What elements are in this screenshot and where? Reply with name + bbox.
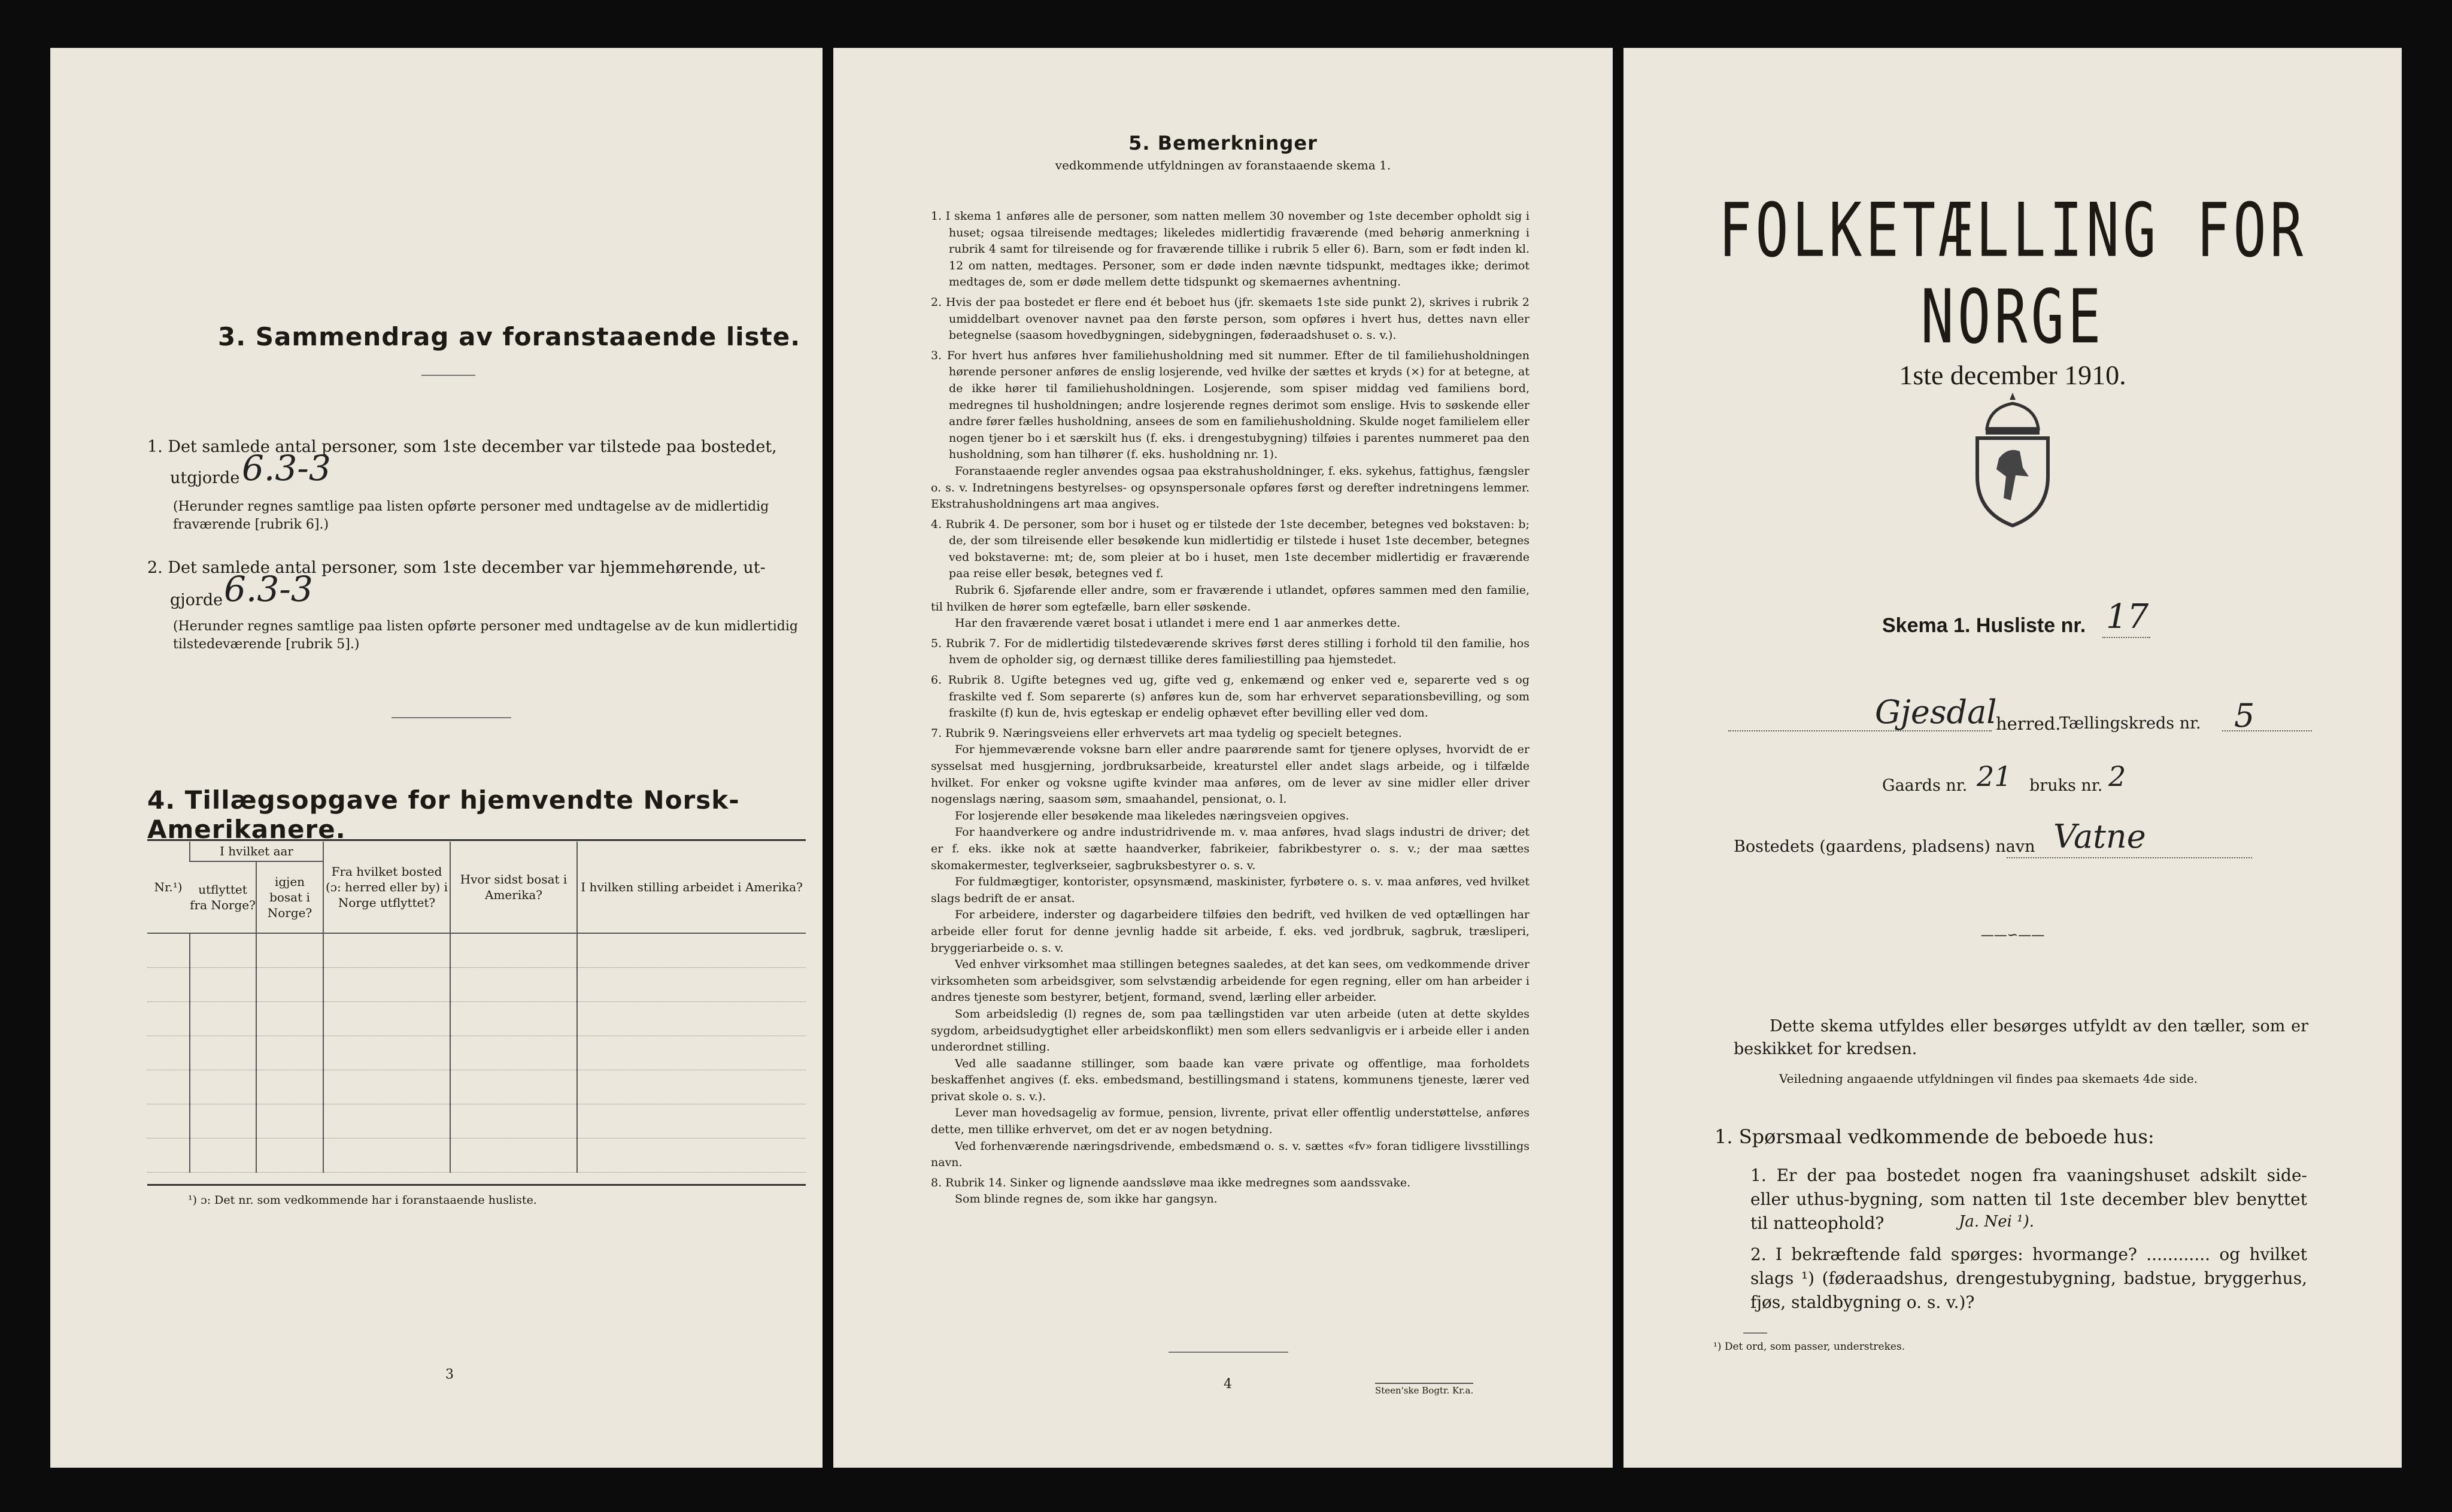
remark-paragraph: For fuldmægtiger, kontorister, opsynsmænd, maskinister, fyrbøtere o. s. v. maa anføres, ved hvilket slags bedrift de er ansat. (931, 875, 1530, 905)
table-cell (323, 933, 450, 968)
table-cell (190, 1036, 256, 1070)
table-cell (323, 1036, 450, 1070)
page-3 (50, 48, 823, 1468)
item2-label: gjorde (170, 591, 223, 609)
table-cell (577, 1104, 806, 1138)
remark-paragraph: For haandverkere og andre industridrivende m. v. maa anføres, hvad slags industri de driver; det er f. eks. ikke nok at sætte haandverker, fabrikeier, fabrikbestyrer o. s. v.; der maa sættes skomakermester, teglverkseier, sagbruksbestyrer o. s. v. (931, 825, 1530, 872)
table-cell (450, 1070, 577, 1104)
table-cell (577, 933, 806, 968)
bosted-label: Bostedets (gaardens, pladsens) navn (1734, 837, 2035, 856)
remark-paragraph: Ved enhver virksomhet maa stillingen betegnes saaledes, at det kan sees, om vedkommende driver virksomheten som arbeidsgiver, som selvstændig arbeidende for egen regning, eller om han arbeider i andres tjeneste som bestyrer, betjent, formand, svend, lærling eller arbeider. (931, 958, 1530, 1004)
table-row (147, 1104, 806, 1138)
remark-paragraph: For arbeidere, inderster og dagarbeidere tilføies den bedrift, ved hvilken de ved optællingen har arbeide eller forut for denne jevnlig hadde sit arbeide, f. eks. ved jordbruk, sagbruk, træsliperi, bryggeriarbeide o. s. v. (931, 908, 1530, 955)
remark-paragraph: Som blinde regnes de, som ikke har gangsyn. (955, 1192, 1218, 1206)
col-hvor-sidst: Hvor sidst bosat i Amerika? (450, 842, 577, 933)
table-cell (147, 933, 190, 968)
divider (1169, 1352, 1288, 1353)
herred-label: herred. (1996, 714, 2061, 734)
main-title: FOLKETÆLLING FOR NORGE (1718, 187, 2307, 360)
remark-paragraph: Har den fraværende været bosat i utlandet i mere end 1 aar anmerkes dette. (955, 617, 1401, 630)
table-row (147, 968, 806, 1002)
item2-note: (Herunder regnes samtlige paa listen opførte personer med undtagelse av de kun midlertidig tilstedeværende [rubrik 5].) (173, 619, 798, 652)
question-heading: 1. Spørsmaal vedkommende de beboede hus: (1714, 1125, 2154, 1148)
bruks-label: bruks nr. (2029, 776, 2103, 795)
underline (1728, 730, 1992, 731)
remark-paragraph: Rubrik 6. Sjøfarende eller andre, som er fraværende i utlandet, opføres sammen med den familie, til hvilken de hører som egtefælle, barn eller søskende. (931, 584, 1530, 614)
section-4-title: 4. Tillægsopgave for hjemvendte Norsk-Amerikanere. (147, 785, 740, 844)
table-cell (256, 933, 323, 968)
divider (392, 717, 511, 718)
table-cell (450, 1036, 577, 1070)
page-1 (1623, 48, 2402, 1468)
norsk-amerikanere-table (147, 842, 806, 1173)
table-cell (147, 1036, 190, 1070)
footnote: ¹) Det ord, som passer, understrekes. (1713, 1341, 1905, 1353)
table-cell (256, 1070, 323, 1104)
remark-paragraph: Som arbeidsledig (l) regnes de, som paa tællingstiden var uten arbeide (uten at dette skyldes sygdom, arbeidsudygtighet eller arbeidskonflikt) men som ellers sedvanligvis er i arbeide eller i anden underordnet stilling. (931, 1007, 1530, 1054)
herred-value: Gjesdal (1875, 693, 1997, 731)
table-cell (256, 1002, 323, 1036)
col-stilling: I hvilken stilling arbeidet i Amerika? (577, 842, 806, 933)
printer-mark: Steen'ske Bogtr. Kr.a. (1375, 1383, 1473, 1396)
table-cell (450, 968, 577, 1002)
question-2: 2. I bekræftende fald spørges: hvormange? ............ og hvilket slags ¹) (føderaadshus, drengestubygning, badstue, bryggerhus, fjøs, staldbygning o. s. v.)? (1750, 1244, 2307, 1312)
ornament-divider: ——∽—— (1980, 928, 2045, 943)
table-top-rule (147, 839, 806, 841)
table-cell (147, 1002, 190, 1036)
remark-paragraph: 4. Rubrik 4. De personer, som bor i huset og er tilstede der 1ste december, betegnes ved bokstaven: b; de, der som tilreisende eller besøkende kun midlertidig er tilstede i huset 1ste december, betegnes ved bokstaverne: mt; de, som pleier at bo i huset, men 1ste december midlertidig er fraværende paa reise eller besøk, betegnes ved f. (931, 517, 1530, 581)
remark-paragraph: Ved alle saadanne stillinger, som baade kan være private og offentlige, maa forholdets beskaffenhet angives (f. eks. embedsmand, bestillingsmand i statens, kommunens tjeneste, lærer ved privat skole o. s. v.). (931, 1056, 1530, 1103)
item1-note: (Herunder regnes samtlige paa listen opførte personer med undtagelse av de midlertidig fraværende [rubrik 6].) (173, 499, 769, 532)
remark-paragraph: Ved forhenværende næringsdrivende, embedsmænd o. s. v. sættes «fv» foran tidligere livsstillings navn. (931, 1139, 1530, 1170)
underline (2007, 857, 2252, 858)
table-cell (256, 1138, 323, 1173)
table-bottom-rule (147, 1184, 806, 1186)
col-nr: Nr.¹) (147, 842, 190, 933)
divider (421, 375, 475, 376)
table-cell (577, 1070, 806, 1104)
table-cell (147, 1138, 190, 1173)
remarks-subtitle: vedkommende utfyldningen av foranstaaende skema 1. (1055, 158, 1391, 172)
bruks-value: 2 (2108, 760, 2126, 793)
section-3-title: 3. Sammendrag av foranstaaende liste. (218, 322, 801, 351)
info-text: Dette skema utfyldes eller besørges utfyldt av den tæller, som er beskikket for kredsen. (1734, 1017, 2308, 1058)
table-row (147, 1036, 806, 1070)
divider (1743, 1332, 1767, 1334)
item2-value: 6.3-3 (224, 569, 313, 609)
table-cell (323, 1138, 450, 1173)
coat-of-arms-icon (1963, 387, 2062, 530)
remark-paragraph: 3. For hvert hus anføres hver familiehusholdning med sit nummer. Efter de til familiehusholdningen hørende personer anføres de enslig losjerende, ved hvilke der sættes et kryds (×) for at betegne, at de ikke hører til familiehusholdningen. Losjerende, som spiser middag ved familiens bord, medregnes til husholdningen; andre losjerende regnes derimot som enslige. Hvis to søskende eller andre fører fælles husholdning, ansees de som en familiehusholdning. Skulde noget familielem eller nogen tjener bo i et særskilt hus (f. eks. i drengestubygning) tilføies i parentes nummeret paa den husholdning, som han tilhører (f. eks. husholdning nr. 1). (931, 348, 1530, 462)
remark-paragraph: 7. Rubrik 9. Næringsveiens eller erhvervets art maa tydelig og specielt betegnes. (931, 726, 1402, 740)
table-cell (190, 933, 256, 968)
table-row (147, 1138, 806, 1173)
page-4 (833, 48, 1613, 1468)
underline (2102, 637, 2150, 638)
item1-value: 6.3-3 (242, 448, 331, 488)
table-body (147, 933, 806, 1173)
table-cell (323, 1002, 450, 1036)
remark-paragraph: 6. Rubrik 8. Ugifte betegnes ved ug, gifte ved g, enkemænd og enker ved e, separerte ved s og fraskilte ved f. Som separerte (s) anføres kun de, som har erhvervet separationsbevilling, og som fraskilte (f) kun de, hvis egteskap er endelig ophævet efter bevilling eller ved dom. (931, 673, 1530, 720)
table-row (147, 1002, 806, 1036)
table-cell (323, 968, 450, 1002)
table-cell (190, 1104, 256, 1138)
remark-paragraph: Foranstaaende regler anvendes ogsaa paa ekstrahusholdninger, f. eks. sykehus, fattighus, fængsler o. s. v. Indretningens bestyrelses- og opsynspersonale opføres først og derefter indretningens lemmer. Ekstrahusholdningens art maa angives. (931, 464, 1530, 511)
table-cell (190, 968, 256, 1002)
table-cell (256, 968, 323, 1002)
col-utflyttet: utflyttet fra Norge? (190, 861, 256, 933)
underline (2222, 730, 2312, 731)
page-number: 4 (1224, 1377, 1232, 1392)
table-cell (577, 1036, 806, 1070)
kreds-label: Tællingskreds nr. (2059, 714, 2201, 733)
table-cell (147, 1104, 190, 1138)
remarks-body (931, 205, 1530, 1208)
remark-paragraph: For hjemmeværende voksne barn eller andre paarørende samt for tjenere oplyses, hvorvidt de er sysselsat med husgjerning, jordbruksarbeide, kreaturstel eller andet slags arbeide, og i tilfælde hvilket. For enker og voksne ugifte kvinder maa anføres, om de lever av sine midler eller driver nogenslags næring, saasom søm, smaahandel, pensionat, o. l. (931, 743, 1530, 806)
table-cell (190, 1138, 256, 1173)
col-igjen: igjen bosat i Norge? (256, 861, 323, 933)
remark-paragraph: For losjerende eller besøkende maa likeledes næringsveien opgives. (955, 809, 1349, 822)
schema-label: Skema 1. Husliste nr. (1882, 614, 2086, 637)
remark-paragraph: 2. Hvis der paa bostedet er flere end ét beboet hus (jfr. skemaets 1ste side punkt 2), skrives i rubrik 2 umiddelbart ovenover navnet paa den første person, som opføres i hvert hus, dettes navn eller betegnelse (saasom hovedbygningen, sidebygningen, føderaadshuset o. s. v.). (931, 295, 1530, 342)
gaards-value: 21 (1977, 760, 2012, 793)
item1-text: 1. Det samlede antal personer, som 1ste december var tilstede paa bostedet, (147, 438, 777, 456)
page-number: 3 (445, 1367, 454, 1382)
veiledning: Veiledning angaaende utfyldningen vil findes paa skemaets 4de side. (1779, 1071, 2198, 1086)
census-date: 1ste december 1910. (1899, 360, 2126, 390)
table-cell (323, 1070, 450, 1104)
table-cell (190, 1070, 256, 1104)
table-cell (450, 1002, 577, 1036)
table-row (147, 1070, 806, 1104)
remark-paragraph: 5. Rubrik 7. For de midlertidig tilstedeværende skrives først deres stilling i forhold til den familie, hos hvem de opholder sig, og dernæst tillike deres familiestilling paa hjemstedet. (931, 636, 1530, 667)
table-cell (147, 1070, 190, 1104)
table-cell (450, 1138, 577, 1173)
table-cell (577, 1138, 806, 1173)
table-cell (577, 968, 806, 1002)
remarks-title: 5. Bemerkninger (1128, 132, 1318, 154)
table-cell (450, 933, 577, 968)
col-fra-hvilket: Fra hvilket bosted (ɔ: herred eller by) i Norge utflyttet? (323, 842, 450, 933)
table-cell (147, 968, 190, 1002)
table-cell (577, 1002, 806, 1036)
table-row (147, 933, 806, 968)
item2-text: 2. Det samlede antal personer, som 1ste december var hjemmehørende, ut- (147, 558, 766, 577)
husliste-nr: 17 (2106, 597, 2149, 636)
question-1-answer: Ja. Nei ¹). (1959, 1213, 2035, 1231)
kreds-value: 5 (2234, 697, 2255, 734)
remark-paragraph: 1. I skema 1 anføres alle de personer, som natten mellem 30 november og 1ste december opholdt sig i huset; ogsaa tilreisende medtages; likeledes midlertidig fraværende (med behørig anmerkning i rubrik 4 samt for tilreisende og for fraværende tillike i rubrik 5 eller 6). Barn, som er født inden kl. 12 om natten, medtages. Personer, som er døde inden nævnte tidspunkt, medtages ikke; derimot medtages de, som er døde mellem dette tidspunkt og skemaernes avhentning. (931, 210, 1530, 289)
item1-label: utgjorde (170, 469, 240, 487)
remark-paragraph: 8. Rubrik 14. Sinker og lignende aandssløve maa ikke medregnes som aandssvake. (931, 1176, 1411, 1189)
question-1: 1. Er der paa bostedet nogen fra vaaningshuset adskilt side- eller uthus-bygning, som natten til 1ste december blev benyttet til natteophold? (1750, 1165, 2307, 1233)
table-cell (190, 1002, 256, 1036)
bosted-value: Vatne (2053, 818, 2146, 855)
table-cell (256, 1104, 323, 1138)
gaards-label: Gaards nr. (1882, 776, 1968, 795)
table-footnote: ¹) ɔ: Det nr. som vedkommende har i foranstaaende husliste. (188, 1194, 537, 1207)
table-cell (256, 1036, 323, 1070)
table-cell (323, 1104, 450, 1138)
remark-paragraph: Lever man hovedsagelig av formue, pension, livrente, privat eller offentlig understøttelse, anføres dette, men tillike erhvervet, om det er av nogen betydning. (931, 1106, 1530, 1137)
col-group-year: I hvilket aar (190, 842, 323, 861)
table-cell (450, 1104, 577, 1138)
